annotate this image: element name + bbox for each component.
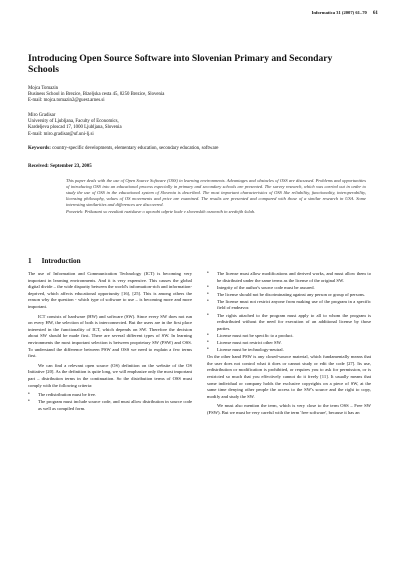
author-block-2	[28, 113, 122, 138]
running-header	[312, 10, 378, 16]
page-number: 61	[372, 10, 378, 16]
list-item	[207, 347, 371, 354]
bullet-icon: •	[207, 347, 209, 353]
keywords	[28, 146, 372, 152]
bullet-icon: •	[28, 392, 30, 398]
list-item-text: The redistribution must be free.	[38, 392, 97, 398]
list-item-text: The rights attached to the program must apply to all to whom the program is redistributed without the need for execution of an additional license by those parties.	[217, 312, 371, 331]
list-item-text: License must be technology-neutral.	[217, 347, 284, 353]
list-item-text: License must not restrict other SW.	[217, 339, 282, 345]
received-date: Received: September 23, 2005	[28, 164, 92, 169]
list-item-text: License must not be specific to a product.	[217, 332, 294, 338]
list-item-text: The license must allow modifications and derived works, and must allow them to be distributed under the same terms as the license of the original SW.	[217, 271, 371, 283]
paragraph: We can find a relevant open source (OS) definition on the website of the OS Initiative [20]. As the definition is quite long, we will emphasize only the most important part – distribution terms in the continuation. So the distribution terms of OSS must comply with the following criteria:	[28, 362, 192, 388]
author-email: E-mail: mojca.tomazin2@guest.arnes.si	[28, 98, 105, 104]
list-item	[28, 392, 192, 399]
author-affiliation: Business School in Brezice, Bizeljska cesta 45, 8250 Brezice, Slovenia	[28, 92, 165, 98]
list-item	[207, 313, 371, 333]
povzetek-text: Povzetek: Prikazani so rezultati raziskave o uporabi odprte kode v slovenskih osnovnih in srednjih šolah.	[66, 208, 256, 214]
section-heading	[28, 257, 81, 265]
list-item	[207, 333, 371, 340]
paragraph: On the other hand PSW is any closed-source material, which fundamentally means that the user does not control what it does or cannot study or edit the code [27]. Its use, redistribution or modification is prohibited, or requires you to ask for permission, or is restricted so much that you effectively cannot do it freely [11]. It usually means that some individual or company holds the exclusive copyrights on a piece of SW, at the same time denying other people the access to the SW's source and the right to copy, modify and study the SW.	[207, 354, 371, 399]
list-item-text: The license should not be discriminating against any person or group of persons.	[217, 291, 366, 297]
keywords-text: country-specific developments, elementary education, secondary education, software	[52, 146, 219, 151]
list-item	[28, 399, 192, 412]
bullet-icon: •	[207, 312, 209, 318]
author-name: Mojca Tomazin	[28, 86, 59, 91]
list-item-text: The program must include source code, and must allow distribution in source code as well as compiled form.	[38, 399, 192, 411]
paper-title: Introducing Open Source Software into Slovenian Primary and Secondary Schools	[28, 53, 333, 75]
criteria-list	[28, 392, 192, 412]
bullet-icon: •	[28, 399, 30, 405]
list-item	[207, 292, 371, 299]
bullet-icon: •	[207, 339, 209, 345]
author-address: Kardeljeva ploscad 17, 1000 Ljubljana, Slovenia	[28, 125, 122, 131]
left-column	[28, 271, 192, 413]
bullet-icon: •	[207, 298, 209, 304]
author-email: E-mail: miro.gradisar@uf.uni-lj.si	[28, 131, 94, 137]
list-item-text: The license must not restrict anyone from making use of the program in a specific field of endeavor.	[217, 298, 371, 311]
criteria-list	[207, 271, 371, 354]
author-name: Miro Gradisar	[28, 113, 56, 118]
bullet-icon: •	[207, 332, 209, 338]
paragraph: We must also mention the term, which is very close to the term OSS – Free SW (FSW). But we must be very careful with the term 'free software', because it has an	[207, 403, 371, 415]
abstract-text: This paper deals with the use of Open Source Software (OSS) in learning environments. Advantages and obstacles of OSS are discussed. Problems and opportunities of introducing OSS into an educational process especially in primary and secondary schools are presented. The survey research, which was carried out in order to study the use of OSS in the educational system of Slovenia is described. The most important characteristics of OSS like reliability, functionality, interoperability, licensing philosophy, values of OS movements and price are examined. The results are presented and compared with those of a similar research in USA. Some interesting similarities and differences are discovered.	[66, 178, 366, 207]
bullet-icon: •	[207, 291, 209, 297]
list-item	[207, 340, 371, 347]
author-block-1	[28, 86, 164, 105]
journal-ref: Informatica 31 (2007) 61–70	[311, 10, 367, 15]
paragraph: ICT consists of hardware (HW) and software (SW). Since every SW does not run on every HW, the selection of both is interconnected. But the users are in the first place interested in the functionality of ICT, which depends on SW. Therefore the decision about SW should be made first. There are several different types of SW. In learning environments the most important selection is between proprietary SW (PSW) and OSS. To understand the difference between PSW and OSS we need to explain a few terms first.	[28, 313, 192, 359]
keywords-label: Keywords:	[28, 146, 51, 151]
list-item	[207, 285, 371, 292]
section-number: 1	[28, 257, 32, 265]
paragraph: The use of Information and Communication Technology (ICT) is becoming very important in learning environments. And it is very expensive. This causes the global digital divide – the wide disparity between the world's information-rich and information-deprived, which affects educational opportunity [16], [25]. This is among others the reason why the question - which type of software to use – is becoming more and more important.	[28, 271, 192, 309]
bullet-icon: •	[207, 284, 209, 290]
list-item-text: Integrity of the author's source code must be assured.	[217, 284, 315, 290]
list-item	[207, 299, 371, 312]
section-title: Introduction	[41, 257, 81, 265]
abstract	[66, 178, 366, 215]
bullet-icon: •	[207, 271, 209, 276]
list-item	[207, 271, 371, 284]
author-affiliation: University of Ljubljana, Faculty of Economics,	[28, 119, 119, 125]
right-column	[207, 271, 371, 419]
